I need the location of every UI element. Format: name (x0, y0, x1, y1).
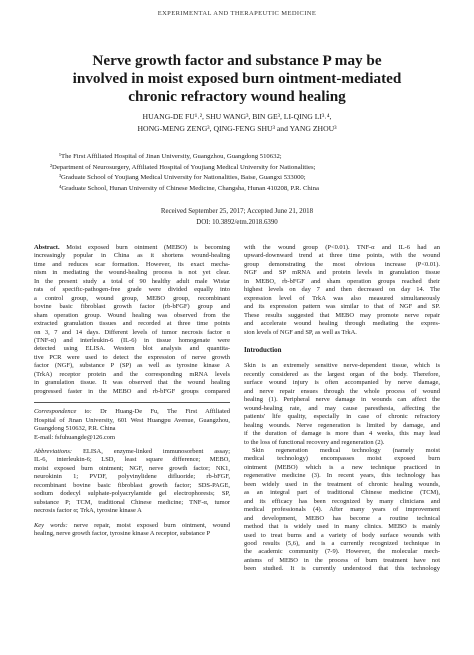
body-line: and its efficacy has been recognized by many clinicians and (244, 497, 440, 505)
body-line: good results (5,6), and is a currently recognized technique in (244, 539, 440, 547)
abbreviations (34, 448, 230, 516)
body-line: ointment (MEBO) which is a new technique practiced in (244, 463, 440, 471)
keywords-label: Key words: (34, 521, 68, 529)
abstract (34, 244, 230, 396)
body-line: the academic community (7-9). However, the molecular mech- (244, 548, 440, 556)
body-line: surface wound injury is often accompanied by nerve damage, (244, 379, 440, 387)
correspondence-line: Guangdong 510632, P.R. China (34, 425, 116, 433)
title-line: involved in moist exposed burn ointment-mediated (72, 70, 402, 87)
body-line: regenerative medicine (3). In recent years, this technology has (244, 472, 440, 480)
abstract-line: detected using ELISA. Western blot analysis and quantita- (34, 345, 230, 353)
author-line: HONG-MENG ZENG³, QING-FENG SHU³ and YANG ZHOU³ (137, 124, 337, 133)
body-line: used to treat burns and a variety of body surface wounds with (244, 531, 440, 539)
abstract-line: sham operation group. Wound healing was observed from the (34, 311, 230, 319)
affiliation: ⁴Graduate School, Hunan University of Chinese Medicine, Changsha, Hunan 410208, P.R. China (59, 184, 319, 192)
keywords-line: healing, nerve growth factor, tyrosine kinase A receptor, substance P (34, 530, 211, 538)
body-line: to the loss of functional recovery and regeneration (2). (244, 438, 385, 446)
body-line: if the duration of damage is more than 4 weeks, this may lead (244, 430, 440, 438)
body-line: healing (1). Peripheral nerve damage in wounds can affect the (244, 396, 440, 404)
affiliation: ¹The First Affiliated Hospital of Jinan University, Guangzhou, Guangdong 510632; (59, 153, 282, 160)
abstract-line: (TrkA) receptor protein and the corresponding mRNA levels (34, 370, 230, 378)
abstract-line: extracted granulation tissues and recorded at three time points (34, 320, 230, 328)
abstract-line: tive PCR were used to detect the expression of nerve growth (34, 353, 230, 361)
body-line: healing wounds. Nerve regeneration is limited by damage, and (244, 421, 440, 429)
correspondence-email[interactable]: E-mail: fsfuhuangde@126.com (34, 433, 116, 441)
left-column (34, 244, 230, 539)
title-line: chronic refractory wound healing (128, 88, 346, 105)
body-line: wound-healing rate, and may cause paresthesia, affecting the (244, 404, 440, 412)
abbreviations-line: sodium dodecyl sulphate-polyacrylamide gel electrophoresis; SP, (34, 490, 230, 498)
abstract-line: a control group, wound group, MEBO group, recombinant (34, 294, 230, 302)
abstract-line: Moist exposed burn ointment (MEBO) is becoming (59, 244, 230, 251)
abstract-line: with the wound group (P<0.01). TNF-α and IL-6 had an (244, 244, 440, 251)
body-line: recently considered as the largest organ of the body. Therefore, (244, 370, 440, 378)
abstract-line: progressed faster in the MEBO and rb-bFGF groups compared (34, 387, 230, 395)
article-title (28, 52, 446, 106)
abstract-line: time and reduces scar formation. However, its exact mecha- (34, 260, 230, 268)
abstract-line: sion levels of NGF and SP, as well as TrkA. (244, 328, 357, 336)
body-line: medical professionals (4). After many years of improvement (244, 506, 440, 514)
intro-paragraph-1 (244, 362, 440, 447)
keywords (34, 522, 230, 539)
abstract-line: increasingly popular in China as it shortens wound-healing (34, 252, 230, 260)
right-column (244, 244, 440, 574)
abstract-line: bovine basic fibroblast growth factor (rb-bFGF) group and (34, 303, 230, 311)
body-line: as an integral part of traditional Chinese medicine (TCM), (244, 489, 440, 497)
affiliations (50, 152, 430, 194)
abstract-line: and accelerate wound healing through mediating the expres- (244, 320, 440, 328)
body-line: medical technology) encompasses moist exposed burn (244, 455, 440, 463)
author-list (40, 111, 434, 135)
affiliation: ²Department of Neurosurgery, Affiliated Hospital of Youjiang Medical University for Nationalities; (50, 163, 316, 171)
body-line: patients' life quality, especially in case of chronic refractory (244, 413, 440, 421)
abstract-line: NGF and SP mRNA and protein levels in granulation tissue (244, 269, 440, 277)
journal-header: EXPERIMENTAL AND THERAPEUTIC MEDICINE (157, 10, 317, 17)
body-line: anisms of MEBO in the process of burn treatment have not (244, 556, 440, 564)
abstract-line: highest levels on day 7 and then decreased on day 14. The (244, 286, 440, 294)
body-line: method that is widely used in many clinics. MEBO is mainly (244, 523, 440, 531)
correspondence (34, 408, 230, 442)
section-heading-introduction: Introduction (244, 346, 282, 354)
intro-paragraph-2 (244, 447, 440, 574)
abbreviations-line: necrosis factor α; TrkA, tyrosine kinase A (34, 507, 142, 515)
body-line: been widely used in the treatment of chronic healing wounds, (244, 480, 440, 488)
author-line: HUANG-DE FU¹˒², SHU WANG³, BIN GE³, LI-QING LI³˒⁴, (142, 112, 332, 121)
body-line: been studied. It is currently understood that this technology (244, 565, 440, 573)
doi[interactable]: DOI: 10.3892/etm.2018.6390 (196, 218, 278, 226)
abstract-line: nism in mediating the wound-healing process is not yet clear. (34, 269, 230, 277)
abstract-line: expression level of TrkA was also measured simultaneously (244, 294, 440, 302)
body-line: Skin is an extremely sensitive nerve-dependent tissue, which is (244, 362, 440, 370)
abstract-line: These results suggested that MEBO may promote nerve repair (244, 311, 440, 319)
abstract-line: In the present study a total of 90 healthy adult male Wistar (34, 277, 230, 285)
body-line: and nerve repair ensues through the whole process of wound (244, 387, 440, 395)
abstract-line: in MEBO, rb-bFGF and sham operation groups reached their (244, 277, 440, 285)
abstract-line: upward-downward trend at three time points, with the wound (244, 252, 440, 260)
affiliation: ³Graduate School of Youjiang Medical University for Nationalities, Baise, Guangxi 533000; (59, 174, 306, 182)
correspondence-label: Correspondence to: (34, 408, 92, 416)
abbreviations-line: neurokinin 1; PVDF, polyvinylidene difluoride; rb-bFGF, (34, 473, 230, 481)
abstract-continued (244, 244, 440, 337)
abbreviations-line: ELISA, enzyme-linked immunosorbent assay; (72, 447, 230, 455)
abbreviations-line: moist exposed burn ointment; NGF, nerve growth factor; NK1, (34, 464, 230, 472)
abstract-line: group demonstrating the most obvious increase (P<0.01). (244, 260, 440, 268)
abstract-label: Abstract. (34, 244, 60, 251)
abbreviations-line: recombinant bovine basic fibroblast growth factor; SDS-PAGE, (34, 481, 230, 489)
body-line: and development, MEBO has become a routine technical (244, 514, 440, 522)
correspondence-line: Dr Huang-De Fu, The First Affiliated (91, 408, 231, 416)
footnote-divider (34, 402, 230, 403)
abstract-line: and its expression pattern was similar to that of NGF and SP. (244, 303, 440, 311)
title-line: Nerve growth factor and substance P may be (92, 52, 382, 69)
abstract-line: on 3, 7 and 14 days. Different levels of tumor necrosis factor α (34, 328, 230, 336)
abstract-line: factor (NGF), substance P (SP) as well as tyrosine kinase A (34, 362, 230, 370)
keywords-line: nerve repair, moist exposed burn ointment, wound (67, 521, 230, 529)
abbreviations-label: Abbreviations: (34, 447, 73, 455)
received-accepted: Received September 25, 2017; Accepted June 21, 2018 (160, 208, 314, 215)
abbreviations-line: IL-6, interleukin-6; LSD, least square difference; MEBO, (34, 456, 230, 464)
body-line: Skin regeneration medical technology (namely moist (252, 446, 440, 454)
abbreviations-line: substance P; TCM, traditional Chinese medicine; TNF-α, tumor (34, 498, 230, 506)
abstract-line: (TNF-α) and interleukin-6 (IL-6) in tissue homogenate were (34, 336, 230, 344)
article-dates (0, 207, 474, 228)
abstract-line: rats of specific-pathogen-free grade were divided equally into (34, 286, 230, 294)
abstract-line: in granulation tissue. It was observed that the wound healing (34, 379, 230, 387)
correspondence-line: Hospital of Jinan University, 601 West Huangpu Avenue, Guangzhou, (34, 416, 230, 424)
